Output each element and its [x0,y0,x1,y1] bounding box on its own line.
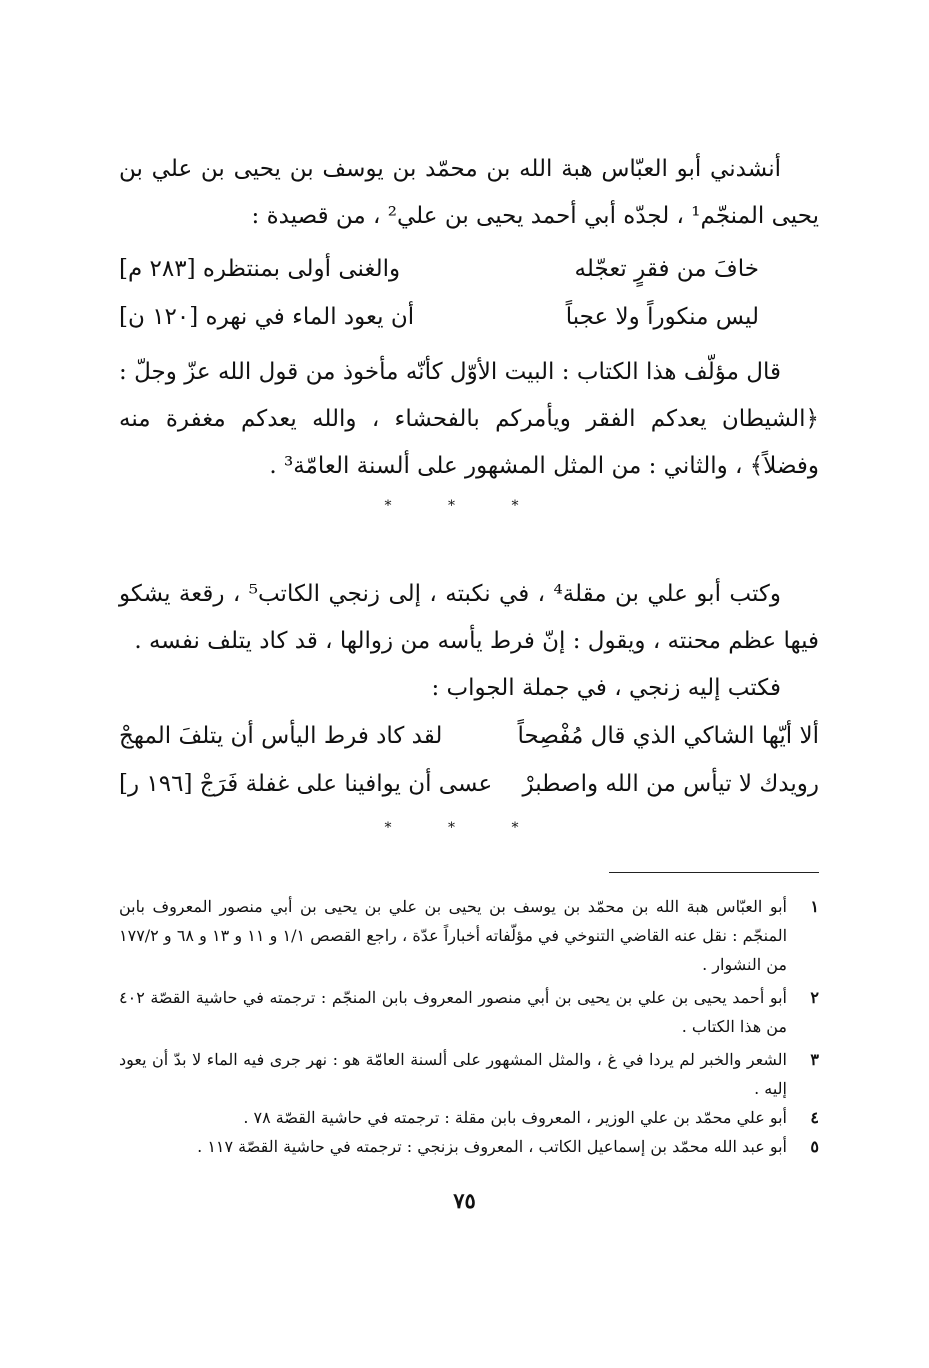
verse-first-hemistich: خافَ من فقرٍ تعجّله [574,256,759,282]
page-number: ٧٥ [453,1188,476,1213]
footnote-text: أبو عبد الله محمّد بن إسماعيل الكاتب ، المعروف بزنجي : ترجمته في حاشية القصّة ١١٧ . [197,1137,787,1156]
footnote-text: أبو أحمد يحيى بن علي بن يحيى بن أبي منصور المعروف بابن المنجّم : ترجمته في حاشية القصّة ٤٠٢ من هذا الكتاب . [119,988,788,1036]
verse-second-hemistich: عسى أن يوافينا على غفلة فَرَجْ [١٩٦ ر] [119,771,493,797]
verse-line [119,245,819,293]
section-separator: * * * [384,820,545,836]
poem-verses-1 [119,245,819,341]
verse-first-hemistich: ليس منكوراً ولا عجباً [565,304,759,330]
opening-paragraph [119,146,819,240]
text-paragraph: أنشدني أبو العبّاس هبة الله بن محمّد بن يوسف بن يحيى بن علي بن يحيى المنجّم¹ ، لجدّه أبي أحمد يحيى بن علي² ، من قصيدة : [119,156,819,229]
verse-line [119,293,819,341]
footnote [119,1045,819,1103]
footnote [119,983,819,1041]
footnote [119,892,819,979]
footnote-number: ١ [810,897,819,916]
footnote-number: ٥ [810,1137,819,1156]
verse-second-hemistich: لقد كاد فرط اليأس أن يتلفَ المهجْ [119,723,443,749]
footnote [119,1132,819,1161]
section-separator: * * * [384,498,545,514]
footnote-number: ٤ [810,1108,819,1127]
footnote-number: ٣ [810,1050,819,1069]
verse-first-hemistich: رويدك لا تيأس من الله واصطبرْ [522,771,819,797]
text-paragraph: قال مؤلّف هذا الكتاب : البيت الأوّل كأنّه مأخوذ من قول الله عزّ وجلّ : ﴿الشيطان يعدكم الفقر ويأمركم بالفحشاء ، والله يعدكم مغفرة منه وفضلاً﴾ ، والثاني : من المثل المشهور على ألسنة العامّة³ . [119,359,819,479]
commentary-paragraph [119,349,819,490]
narrative-paragraph [119,571,819,712]
footnote-divider [609,872,819,873]
verse-line [119,760,819,808]
footnote-text: الشعر والخبر لم يردا في غ ، والمثل المشهور على ألسنة العامّة هو : نهر جرى فيه الماء لا بدّ أن يعود إليه . [119,1050,787,1098]
poem-verses-2 [119,712,819,808]
text-paragraph: وكتب أبو علي بن مقلة⁴ ، في نكبته ، إلى زنجي الكاتب⁵ ، رقعة يشكو فيها عظم محنته ، ويقول : إنّ فرط يأسه من زوالها ، قد كاد يتلف نفسه . [119,581,819,654]
footnote-number: ٢ [810,988,819,1007]
footnote [119,1103,819,1132]
footnote-text: أبو العبّاس هبة الله بن محمّد بن يوسف بن يحيى بن علي بن يحيى بن أبي منصور المعروف بابن المنجّم : نقل عنه القاضي التنوخي في مؤلّفاته أخباراً عدّة ، راجع القصص ١/١ و ١١ و ١٣ و ٦٨ و ١٧٧/٢ من النشوار . [119,897,788,974]
footnote-text: أبو علي محمّد بن علي الوزير ، المعروف بابن مقلة : ترجمته في حاشية القصّة ٧٨ . [243,1108,787,1127]
footnotes [119,892,819,1161]
verse-first-hemistich: ألا أيّها الشاكي الذي قال مُفْصِحاً [517,723,819,749]
text-paragraph: فكتب إليه زنجي ، في جملة الجواب : [431,675,781,701]
verse-line [119,712,819,760]
verse-second-hemistich: والغنى أولى بمنتظره [٢٨٣ م] [119,256,401,282]
verse-second-hemistich: أن يعود الماء في نهره [١٢٠ ن] [119,304,415,330]
